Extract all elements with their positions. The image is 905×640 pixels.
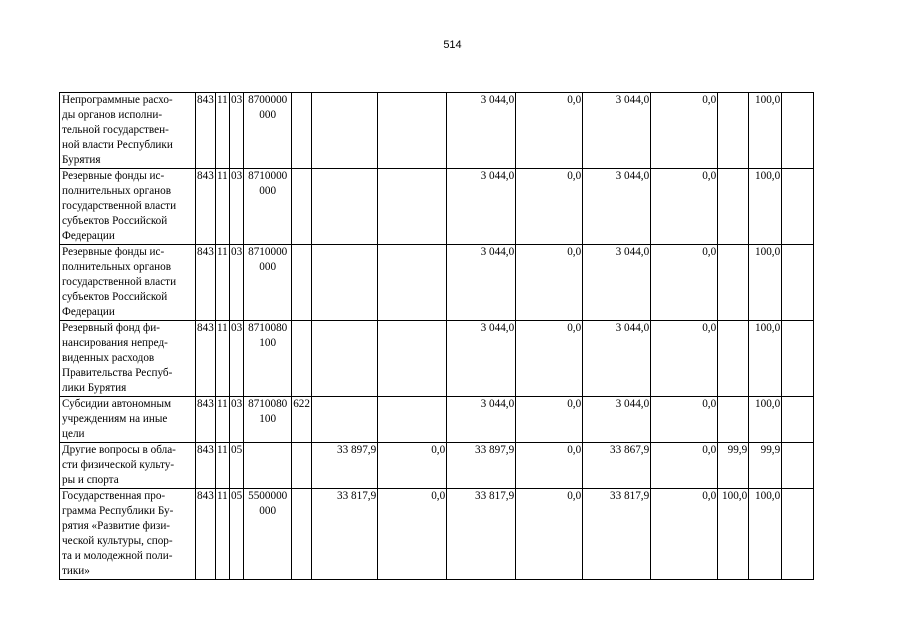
value-col-3: 3 044,0: [447, 397, 516, 443]
section-code: 11: [216, 321, 230, 397]
value-col-4: 0,0: [516, 169, 583, 245]
value-col-9: [782, 397, 814, 443]
section-code: 11: [216, 169, 230, 245]
section-code: 11: [216, 443, 230, 489]
table-row: [60, 169, 814, 245]
row-name: Государственная про- грамма Республики Бу- рятия «Развитие физи- ческой культуры, спор- та и молодежной поли- тики»: [60, 489, 196, 580]
value-col-3: 3 044,0: [447, 245, 516, 321]
section-code: 11: [216, 397, 230, 443]
value-col-8: 100,0: [749, 397, 782, 443]
value-col-2: [378, 245, 447, 321]
expense-type-code: 622: [292, 397, 312, 443]
value-col-2: [378, 321, 447, 397]
value-col-5: 3 044,0: [583, 245, 651, 321]
target-article-code: 8710000 000: [244, 245, 292, 321]
section-code: 11: [216, 489, 230, 580]
table-row: [60, 443, 814, 489]
row-name: Субсидии автономным учреждениям на иные цели: [60, 397, 196, 443]
value-col-5: 3 044,0: [583, 321, 651, 397]
value-col-9: [782, 93, 814, 169]
table-row: [60, 489, 814, 580]
value-col-9: [782, 245, 814, 321]
value-col-3: 3 044,0: [447, 93, 516, 169]
section-code: 11: [216, 245, 230, 321]
subsection-code: 03: [230, 321, 244, 397]
target-article-code: 5500000 000: [244, 489, 292, 580]
value-col-7: [718, 397, 749, 443]
value-col-8: 100,0: [749, 489, 782, 580]
ved-code: 843: [196, 489, 216, 580]
target-article-code: 8710080 100: [244, 321, 292, 397]
budget-table: [59, 92, 814, 580]
value-col-3: 33 897,9: [447, 443, 516, 489]
value-col-7: [718, 321, 749, 397]
ved-code: 843: [196, 321, 216, 397]
value-col-7: [718, 169, 749, 245]
row-name: Резервные фонды ис- полнительных органов государственной власти субъектов Российской Федерации: [60, 245, 196, 321]
value-col-6: 0,0: [651, 443, 718, 489]
value-col-7: 99,9: [718, 443, 749, 489]
value-col-6: 0,0: [651, 93, 718, 169]
value-col-3: 3 044,0: [447, 169, 516, 245]
expense-type-code: [292, 245, 312, 321]
value-col-7: [718, 245, 749, 321]
value-col-4: 0,0: [516, 489, 583, 580]
value-col-9: [782, 443, 814, 489]
value-col-8: 100,0: [749, 93, 782, 169]
value-col-6: 0,0: [651, 245, 718, 321]
value-col-6: 0,0: [651, 321, 718, 397]
value-col-1: [312, 397, 378, 443]
ved-code: 843: [196, 245, 216, 321]
ved-code: 843: [196, 397, 216, 443]
value-col-5: 33 817,9: [583, 489, 651, 580]
table-row: [60, 321, 814, 397]
value-col-8: 100,0: [749, 321, 782, 397]
expense-type-code: [292, 489, 312, 580]
value-col-1: [312, 93, 378, 169]
row-name: Резервные фонды ис- полнительных органов государственной власти субъектов Российской Федерации: [60, 169, 196, 245]
value-col-6: 0,0: [651, 489, 718, 580]
value-col-1: 33 817,9: [312, 489, 378, 580]
value-col-2: 0,0: [378, 489, 447, 580]
subsection-code: 03: [230, 169, 244, 245]
subsection-code: 03: [230, 397, 244, 443]
target-article-code: 8710080 100: [244, 397, 292, 443]
value-col-6: 0,0: [651, 169, 718, 245]
value-col-8: 100,0: [749, 245, 782, 321]
value-col-3: 3 044,0: [447, 321, 516, 397]
subsection-code: 05: [230, 443, 244, 489]
expense-type-code: [292, 169, 312, 245]
expense-type-code: [292, 321, 312, 397]
value-col-5: 33 867,9: [583, 443, 651, 489]
value-col-2: 0,0: [378, 443, 447, 489]
row-name: Резервный фонд фи- нансирования непред- виденных расходов Правительства Респуб- лики Бурятия: [60, 321, 196, 397]
value-col-1: [312, 245, 378, 321]
subsection-code: 03: [230, 93, 244, 169]
expense-type-code: [292, 93, 312, 169]
value-col-8: 100,0: [749, 169, 782, 245]
section-code: 11: [216, 93, 230, 169]
budget-table-body: [60, 93, 814, 580]
ved-code: 843: [196, 93, 216, 169]
row-name: Непрограммные расхо- ды органов исполни- тельной государствен- ной власти Республики Бурятия: [60, 93, 196, 169]
value-col-7: 100,0: [718, 489, 749, 580]
value-col-9: [782, 169, 814, 245]
value-col-4: 0,0: [516, 93, 583, 169]
value-col-6: 0,0: [651, 397, 718, 443]
table-row: [60, 397, 814, 443]
table-row: [60, 245, 814, 321]
page-number: 514: [443, 39, 462, 51]
ved-code: 843: [196, 169, 216, 245]
value-col-1: [312, 169, 378, 245]
value-col-4: 0,0: [516, 397, 583, 443]
expense-type-code: [292, 443, 312, 489]
value-col-2: [378, 169, 447, 245]
value-col-9: [782, 489, 814, 580]
target-article-code: 8710000 000: [244, 169, 292, 245]
subsection-code: 05: [230, 489, 244, 580]
value-col-4: 0,0: [516, 321, 583, 397]
value-col-5: 3 044,0: [583, 93, 651, 169]
value-col-4: 0,0: [516, 245, 583, 321]
value-col-8: 99,9: [749, 443, 782, 489]
target-article-code: 8700000 000: [244, 93, 292, 169]
value-col-1: [312, 321, 378, 397]
value-col-2: [378, 397, 447, 443]
value-col-7: [718, 93, 749, 169]
ved-code: 843: [196, 443, 216, 489]
value-col-1: 33 897,9: [312, 443, 378, 489]
value-col-3: 33 817,9: [447, 489, 516, 580]
target-article-code: [244, 443, 292, 489]
value-col-9: [782, 321, 814, 397]
row-name: Другие вопросы в обла- сти физической культу- ры и спорта: [60, 443, 196, 489]
value-col-4: 0,0: [516, 443, 583, 489]
subsection-code: 03: [230, 245, 244, 321]
value-col-2: [378, 93, 447, 169]
table-row: [60, 93, 814, 169]
value-col-5: 3 044,0: [583, 169, 651, 245]
value-col-5: 3 044,0: [583, 397, 651, 443]
